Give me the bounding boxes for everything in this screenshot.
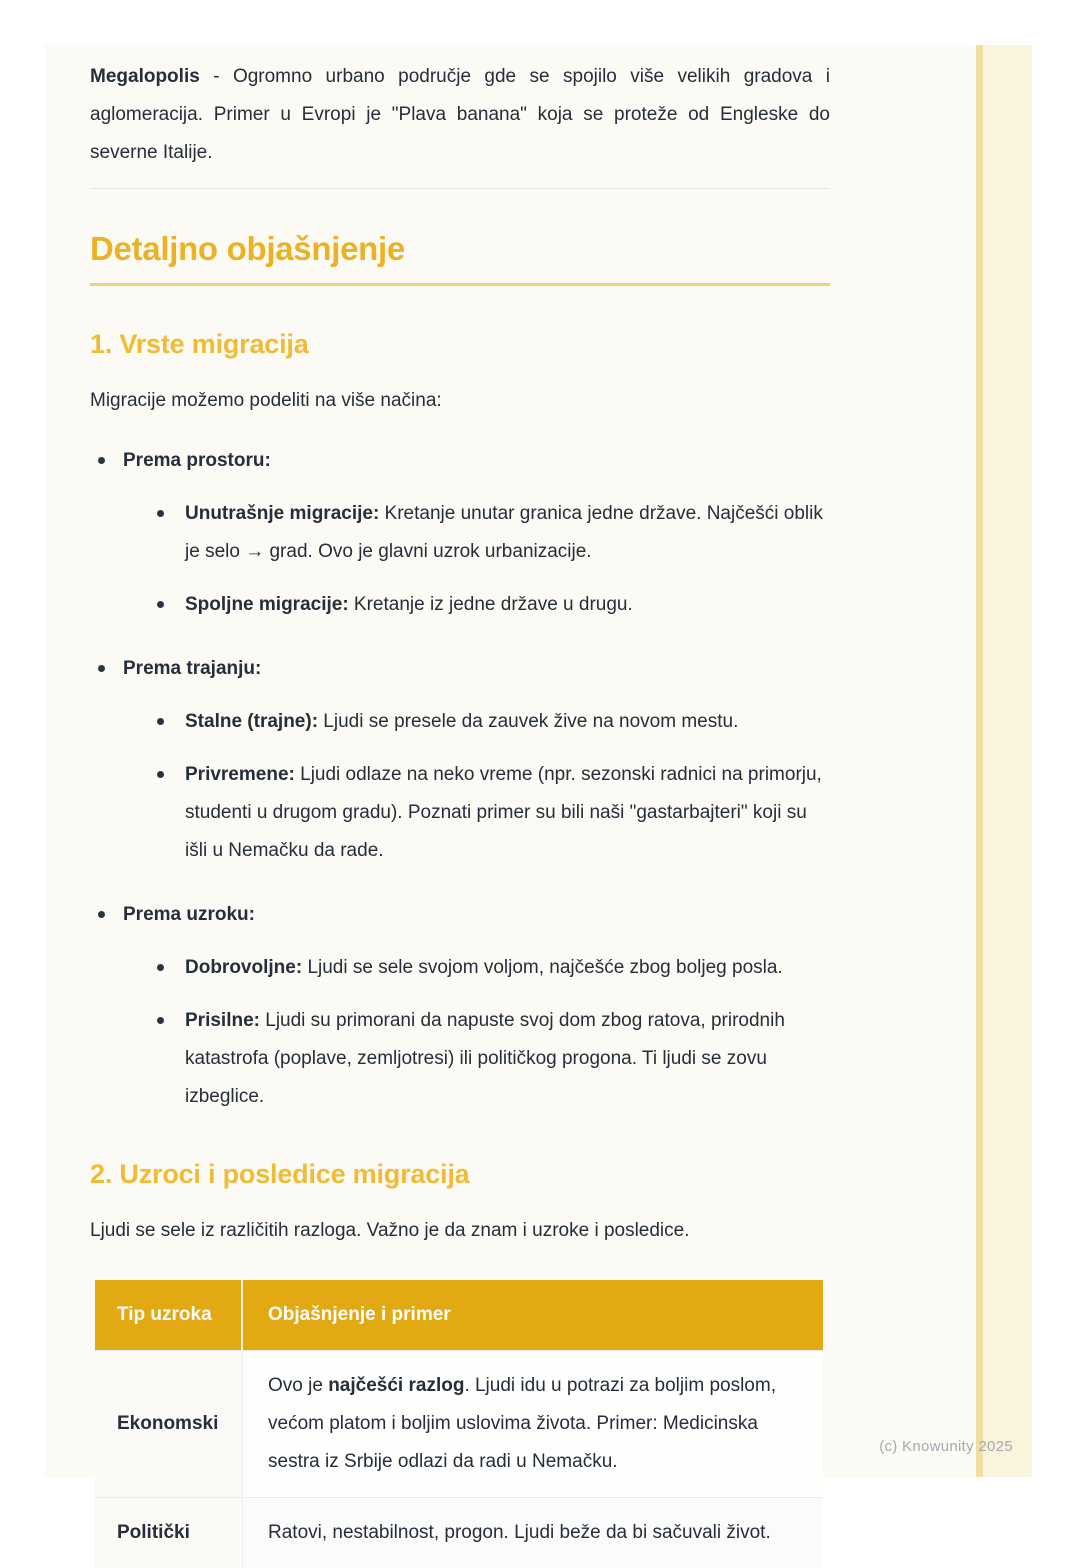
page-edge-decoration — [976, 45, 1032, 1477]
item-term: Unutrašnje migracije: — [185, 503, 380, 524]
bullet-icon — [157, 771, 164, 778]
item-text: Ljudi se sele svojom voljom, najčešće zbog boljeg posla. — [302, 957, 783, 978]
intro-text: - Ogromno urbano područje gde se spojilo više velikih gradova i aglomeracija. Primer u Evropi je "Plava banana" koja se proteže od Engleske do severne Italije. — [90, 66, 830, 163]
group-label-text: Prema prostoru: — [123, 450, 271, 471]
list-item — [90, 1002, 830, 1116]
section-divider — [90, 188, 830, 189]
cell-cause-desc — [243, 1498, 823, 1568]
bullet-icon — [157, 510, 164, 517]
list-item — [90, 586, 830, 624]
section-1-title: 1. Vrste migracija — [90, 329, 309, 359]
page-content — [90, 45, 830, 1568]
group-label — [90, 896, 830, 934]
sub-list — [90, 949, 830, 1116]
group-label-text: Prema trajanju: — [123, 658, 262, 679]
item-text: Kretanje iz jedne države u drugu. — [348, 594, 633, 615]
list-item — [90, 495, 830, 571]
table-header-desc: Objašnjenje i primer — [268, 1304, 451, 1325]
list-item — [90, 756, 830, 870]
table-header-type: Tip uzroka — [95, 1280, 243, 1350]
bullet-icon — [157, 718, 164, 725]
bullet-icon — [157, 1017, 164, 1024]
item-text: Kretanje unutar granica jedne države. Najčešći oblik je selo → grad. Ovo je glavni uzrok urbanizacije. — [185, 503, 823, 562]
item-term: Privremene: — [185, 764, 295, 785]
bullet-icon — [98, 457, 105, 464]
cell-cause-desc — [243, 1351, 823, 1497]
table-header-row — [95, 1280, 823, 1350]
list-item — [90, 949, 830, 987]
list-group-duration — [90, 650, 830, 870]
desc-run: Ratovi, nestabilnost, progon. Ljudi beže da bi sačuvali život. — [268, 1522, 771, 1543]
cell-cause-type: Politički — [95, 1498, 243, 1568]
group-label-text: Prema uzroku: — [123, 904, 255, 925]
item-term: Spoljne migracije: — [185, 594, 349, 615]
page-title: Detaljno objašnjenje — [90, 230, 405, 267]
list-group-cause — [90, 896, 830, 1116]
group-label — [90, 442, 830, 480]
table-row — [95, 1350, 823, 1497]
bullet-icon — [98, 665, 105, 672]
causes-table — [95, 1280, 823, 1568]
list-group-space — [90, 442, 830, 624]
bullet-icon — [98, 911, 105, 918]
cell-cause-type: Ekonomski — [95, 1351, 243, 1497]
list-item — [90, 703, 830, 741]
intro-paragraph — [90, 58, 830, 172]
item-term: Stalne (trajne): — [185, 711, 319, 732]
footer-credit: (c) Knowunity 2025 — [879, 1438, 1013, 1455]
item-text: Ljudi se presele da zauvek žive na novom mestu. — [318, 711, 739, 732]
intro-term: Megalopolis — [90, 66, 200, 87]
item-text: Ljudi odlaze na neko vreme (npr. sezonski radnici na primorju, studenti u drugom gradu). Poznati primer su bili naši "gastarbajteri" koji su išli u Nemačku da rade. — [185, 764, 822, 861]
section-2-title: 2. Uzroci i posledice migracija — [90, 1159, 470, 1189]
section-2-lead: Ljudi se sele iz različitih razloga. Važno je da znam i uzroke i posledice. — [90, 1220, 690, 1241]
document-page — [45, 45, 1032, 1543]
desc-run: Ovo je — [268, 1375, 329, 1396]
bullet-icon — [157, 601, 164, 608]
table-row — [95, 1497, 823, 1568]
item-term: Dobrovoljne: — [185, 957, 303, 978]
section-1-lead: Migracije možemo podeliti na više načina: — [90, 390, 442, 411]
sub-list — [90, 495, 830, 624]
sub-list — [90, 703, 830, 870]
item-term: Prisilne: — [185, 1010, 260, 1031]
title-underline — [90, 283, 830, 286]
item-text: Ljudi su primorani da napuste svoj dom zbog ratova, prirodnih katastrofa (poplave, zemljotresi) ili političkog progona. Ti ljudi se zovu izbeglice. — [185, 1010, 785, 1107]
migration-types-list — [90, 442, 830, 1116]
group-label — [90, 650, 830, 688]
bullet-icon — [157, 964, 164, 971]
desc-run: . Ljudi idu u potrazi za boljim poslom, većom platom i boljim uslovima života. Primer: Medicinska sestra iz Srbije odlazi da radi u Nemačku. — [268, 1375, 776, 1472]
desc-run-bold: najčešći razlog — [328, 1375, 465, 1396]
